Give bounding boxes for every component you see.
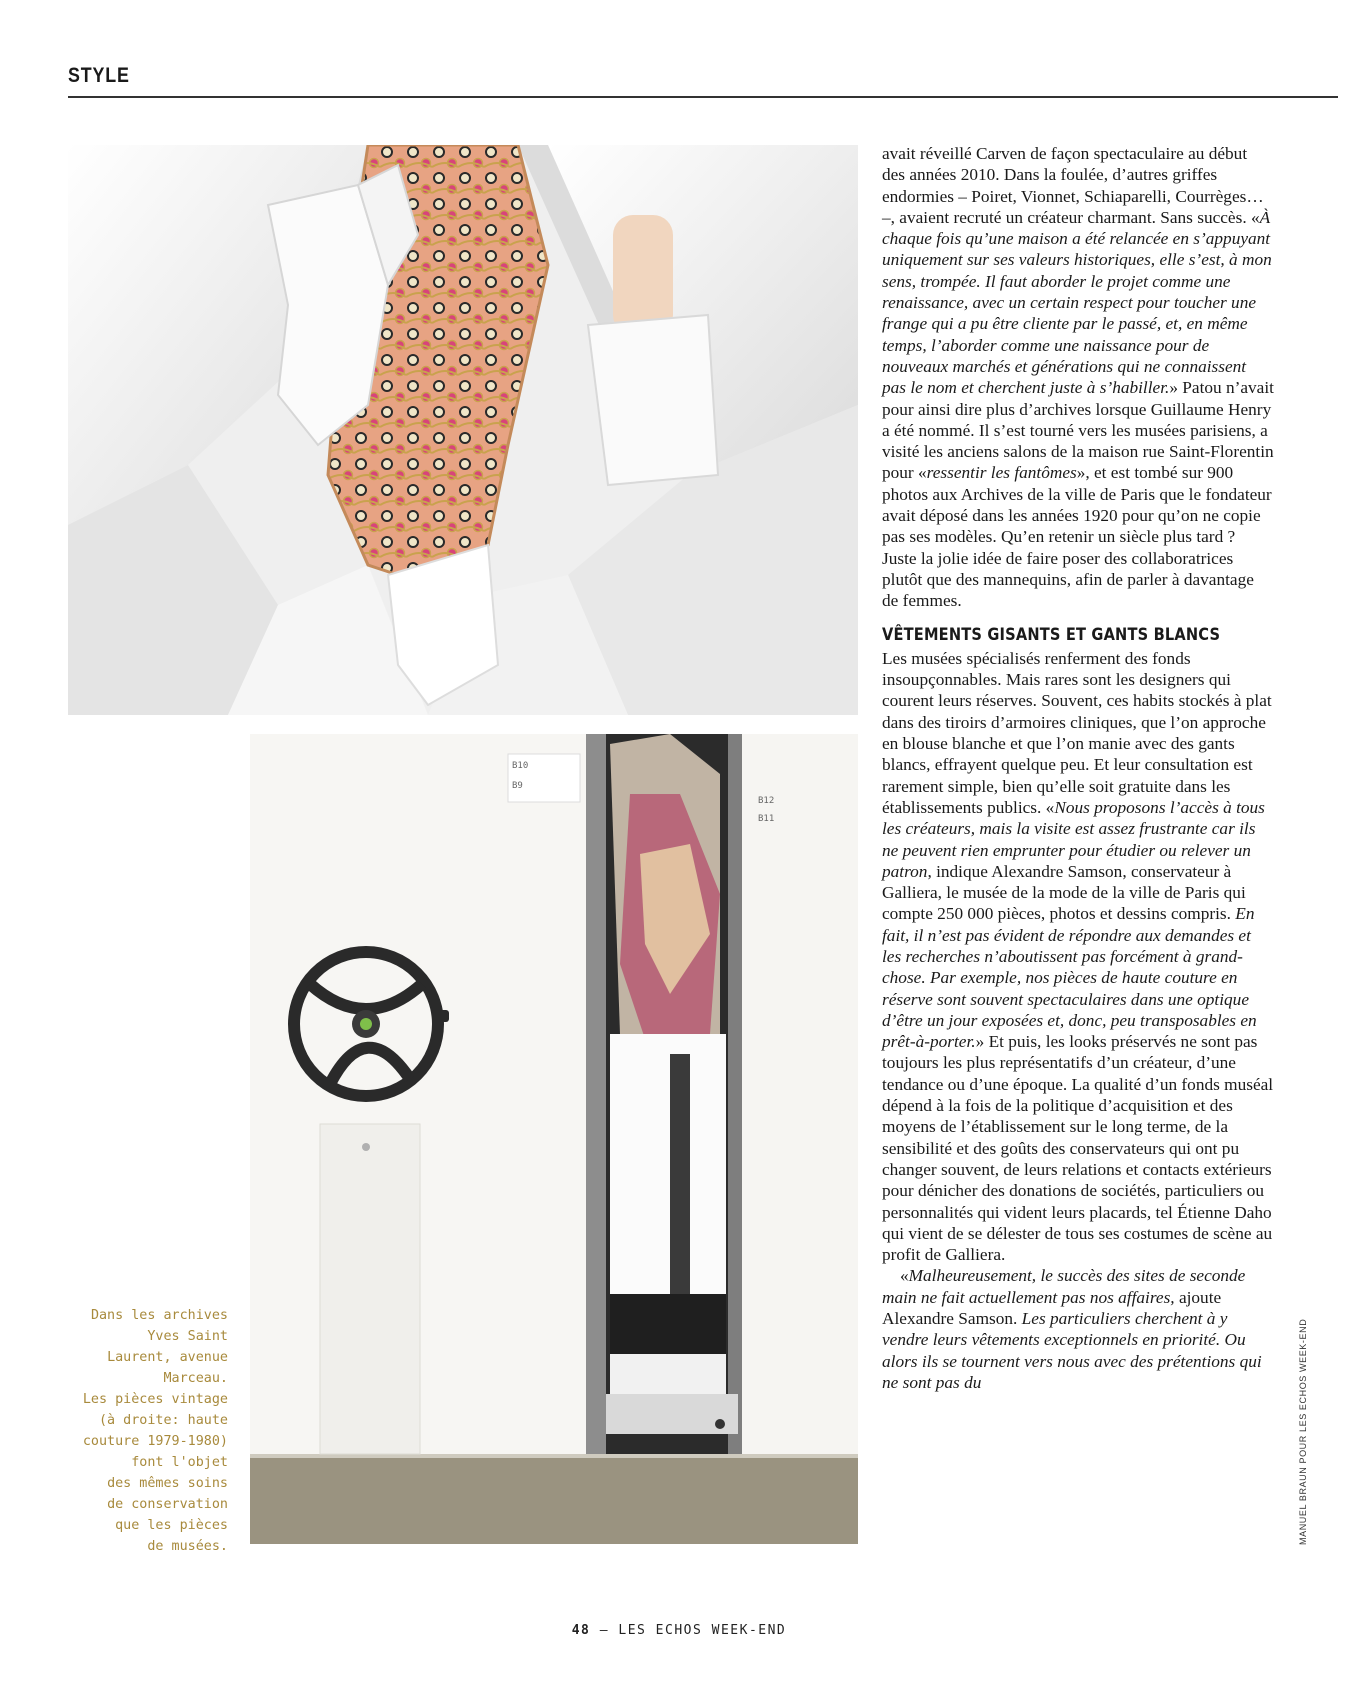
caption-line: couture 1979-1980): [82, 1434, 228, 1449]
page-footer: [0, 1623, 1358, 1638]
caption-line: que les pièces: [115, 1518, 228, 1533]
drawer-label-b11: B11: [758, 814, 775, 824]
publication-name: LES ECHOS WEEK-END: [618, 1623, 787, 1638]
article-paragraph-2: Les musées spécialisés renferment des fonds insoupçonnables. Mais rares sont les designers qui courent leurs réserves. Souvent, ces habits stockés à plat dans des tiroirs d’armoires cliniques, que l’on approche en blouse blanche et que l’on manie avec des gants blancs, effrayent quelque peu. Et leur consultation est rarement simple, bien qu’elle soit gratuite dans les établissements publics. «Nous proposons l’accès à tous les créateurs, mais la visite est assez frustrante car ils ne peuvent rien emprunter pour étudier ou relever un patron, indique Alexandre Samson, conservateur à Galliera, le musée de la mode de la ville de Paris qui compte 250 000 pièces, photos et dessins compris. En fait, il n’est pas évident de répondre aux demandes et les recherches n’aboutissent pas forcément à grand-chose. Par exemple, nos pièces de haute couture en réserve sont souvent spectaculaires dans une optique d’être un jour exposées et, donc, peu transposables en prêt-à-porter.» Et puis, les looks préservés ne sont pas toujours les plus représentatifs d’un créateur, d’une tendance ou d’une époque. La qualité d’un fonds muséal dépend à la fois de la politique d’acquisition et des moyens de l’établissement sur le long terme, de la sensibilité et des goûts des conservateurs qui ont pu changer souvent, de leurs relations et contacts extérieurs pour dénicher des donations de sociétés, particuliers ou personnalités qui vident leurs placards, tel Étienne Daho qui vient de se délester de tous ses costumes de scène au profit de Galliera.: [882, 648, 1274, 1265]
drawer-label-b9: B9: [512, 781, 523, 791]
photo-embroidered-garment-art: [68, 145, 858, 715]
caption-line: Laurent, avenue: [107, 1350, 228, 1365]
article-paragraph-3: «Malheureusement, le succès des sites de seconde main ne fait actuellement pas nos affaires, ajoute Alexandre Samson. Les particuliers cherchent à y vendre leurs vêtements exceptionnels en priorité. Ou alors ils se tournent vers nous avec des prétentions qui ne sont pas du: [882, 1266, 1262, 1392]
photo-embroidered-garment: [68, 145, 858, 715]
photo-archive-cabinet-art: [250, 734, 858, 1544]
section-label: STYLE: [68, 64, 130, 87]
caption-line: font l'objet: [131, 1455, 228, 1470]
caption-line: Marceau.: [163, 1371, 228, 1386]
article-subhead: VÊTEMENTS GISANTS ET GANTS BLANCS: [882, 624, 1221, 645]
header-rule: [68, 96, 1338, 98]
photo-archive-cabinet: [250, 734, 858, 1544]
caption-line: des mêmes soins: [107, 1476, 228, 1491]
drawer-label-b12: B12: [758, 796, 775, 806]
caption-line: Les pièces vintage: [82, 1392, 228, 1407]
drawer-label-b10: B10: [512, 761, 529, 771]
caption-line: de conservation: [107, 1497, 228, 1512]
page-number: 48: [571, 1623, 591, 1638]
article-body: [882, 143, 1274, 1393]
article-paragraph-1: avait réveillé Carven de façon spectaculaire au début des années 2010. Dans la foulée, d’autres griffes endormies – Poiret, Vionnet, Schiaparelli, Courrèges… –, avaient recruté un créateur charmant. Sans succès. «À chaque fois qu’une maison a été relancée en s’appuyant uniquement sur ses valeurs historiques, elle s’est, à mon sens, trompée. Il faut aborder le projet comme une renaissance, avec un certain respect pour toucher une frange qui a pu être cliente par le passé, et, en même temps, l’aborder comme une naissance pour de nouveaux marchés et générations qui ne connaissent pas le nom et cherchent juste à s’habiller.» Patou n’avait pour ainsi dire plus d’archives lorsque Guillaume Henry a été nommé. Il s’est tourné vers les musées parisiens, a visité les anciens salons de la maison rue Saint-Florentin pour «ressentir les fantômes», et est tombé sur 900 photos aux Archives de la ville de Paris que le fondateur avait déposé dans les années 1920 pour qu’on ne copie pas ses modèles. Qu’en retenir un siècle plus tard ? Juste la jolie idée de faire poser des collaboratrices plutôt que des mannequins, afin de parler à davantage de femmes.: [882, 144, 1274, 611]
caption-line: (à droite: haute: [99, 1413, 228, 1428]
caption-line: Dans les archives: [90, 1308, 228, 1323]
caption-line: Yves Saint: [147, 1329, 228, 1344]
caption-line: de musées.: [147, 1539, 228, 1554]
footer-separator: –: [590, 1623, 619, 1638]
photo-caption: [60, 1305, 228, 1557]
